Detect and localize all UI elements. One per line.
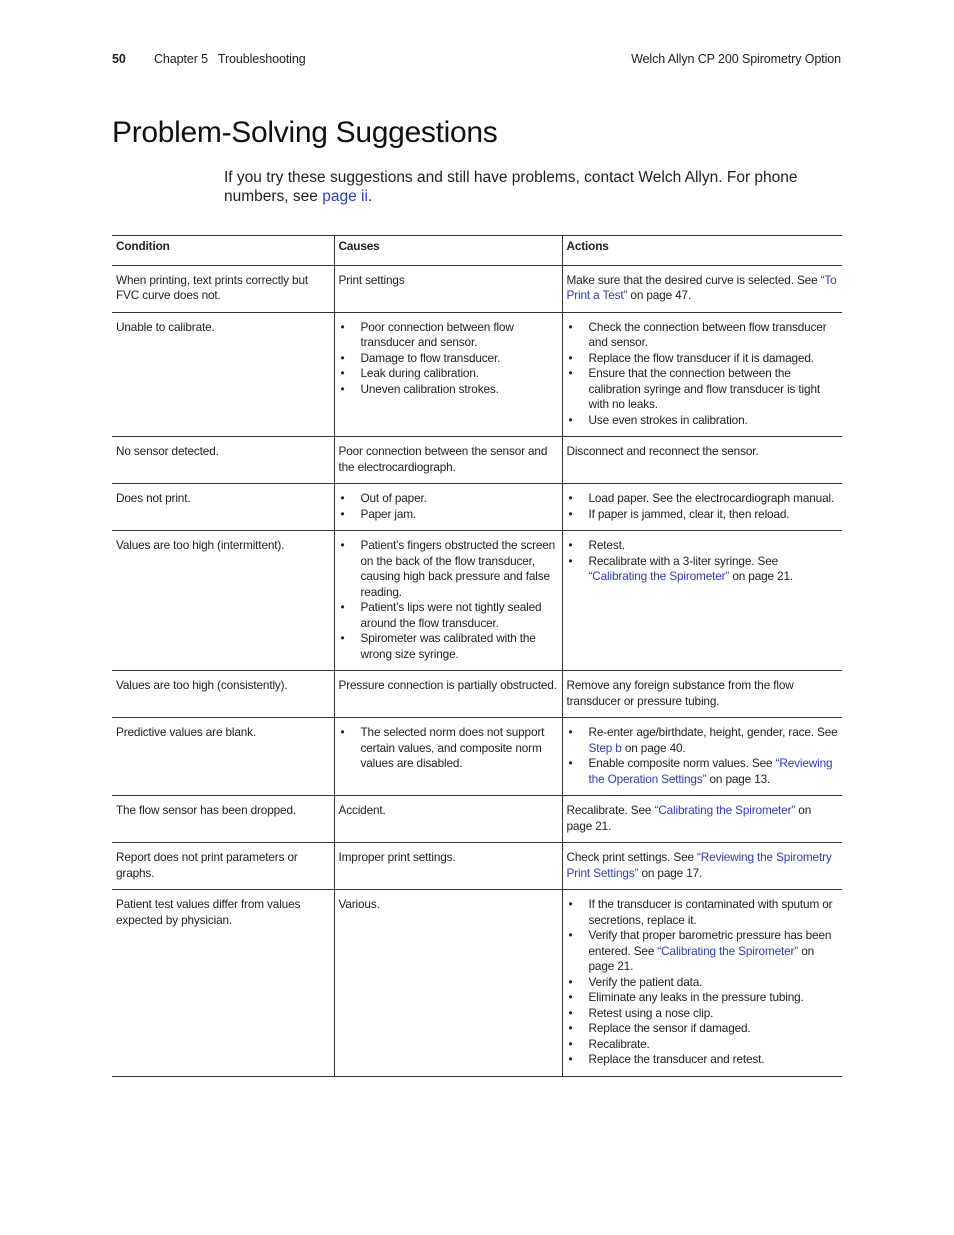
text-segment: on page 47. bbox=[627, 288, 692, 302]
text-segment: Paper jam. bbox=[360, 506, 417, 521]
bullet-item bbox=[567, 366, 839, 413]
bullet-item bbox=[339, 507, 558, 523]
condition-cell: Report does not print parameters or graphs. bbox=[116, 850, 298, 880]
table-row bbox=[112, 484, 842, 531]
text-segment: Retest. bbox=[588, 538, 625, 552]
cross-reference-link[interactable]: “Calibrating the Spirometer” bbox=[588, 569, 730, 583]
bullet-item bbox=[567, 897, 839, 928]
bullet-list bbox=[339, 538, 558, 662]
text-segment: Use even strokes in calibration. bbox=[588, 412, 748, 427]
text-segment: Damage to flow transducer. bbox=[360, 350, 501, 365]
bullet-list bbox=[567, 320, 839, 429]
bullet-item bbox=[567, 1052, 839, 1068]
cross-reference-link[interactable]: “Calibrating the Spirometer” bbox=[654, 803, 796, 817]
text-segment: Remove any foreign substance from the flow transducer or pressure tubing. bbox=[566, 678, 794, 708]
actions-cell bbox=[562, 718, 842, 796]
text-segment: Retest using a nose clip. bbox=[588, 1005, 714, 1020]
text-segment: Leak during calibration. bbox=[360, 366, 479, 380]
table-row bbox=[112, 796, 842, 843]
table-row bbox=[112, 312, 842, 437]
bullet-item bbox=[339, 631, 558, 662]
text-segment: Ensure that the connection between the calibration syringe and flow transducer is tight with no leaks. bbox=[588, 366, 820, 411]
table-row bbox=[112, 671, 842, 718]
text-segment: Make sure that the desired curve is selected. See bbox=[566, 272, 821, 287]
text-segment: Recalibrate. See bbox=[566, 803, 655, 817]
text-segment: Poor connection between flow transducer and sensor. bbox=[360, 319, 514, 349]
bullet-item bbox=[567, 928, 839, 975]
bullet-list bbox=[339, 725, 558, 772]
bullet-item bbox=[567, 990, 839, 1006]
causes-cell: Poor connection between the sensor and the electrocardiograph. bbox=[334, 437, 562, 484]
condition-cell: No sensor detected. bbox=[116, 444, 219, 458]
text-segment: Disconnect and reconnect the sensor. bbox=[566, 444, 759, 458]
chapter-label: Chapter 5 Troubleshooting bbox=[154, 52, 306, 66]
causes-cell: Pressure connection is partially obstructed. bbox=[334, 671, 562, 718]
bullet-item bbox=[567, 554, 839, 585]
actions-cell bbox=[562, 671, 842, 718]
table-row bbox=[112, 718, 842, 796]
text-segment: on page 13. bbox=[706, 771, 771, 786]
bullet-item bbox=[567, 725, 839, 756]
causes-cell: Print settings bbox=[334, 265, 562, 312]
text-segment: on page 21. bbox=[729, 569, 794, 583]
text-segment: on page 21. bbox=[588, 943, 815, 973]
text-segment: Re-enter age/birthdate, height, gender, race. See bbox=[588, 725, 838, 739]
bullet-list bbox=[567, 725, 839, 787]
cross-reference-link[interactable]: “Calibrating the Spirometer” bbox=[657, 943, 799, 958]
cross-reference-link[interactable]: Step b bbox=[588, 740, 622, 755]
text-segment: If paper is jammed, clear it, then reload. bbox=[588, 506, 790, 521]
condition-cell: The flow sensor has been dropped. bbox=[116, 803, 296, 817]
bullet-item bbox=[339, 351, 558, 367]
causes-cell: Various. bbox=[334, 890, 562, 1077]
text-segment: Check print settings. See bbox=[566, 850, 698, 864]
cross-reference-link[interactable]: “Reviewing the Spirometry Print Settings” bbox=[566, 850, 832, 880]
text-segment: Verify that proper barometric pressure has been entered. See bbox=[588, 928, 832, 958]
bullet-item bbox=[339, 725, 558, 772]
page-ii-link[interactable]: page ii bbox=[322, 188, 368, 205]
actions-cell bbox=[562, 437, 842, 484]
bullet-item bbox=[567, 351, 839, 367]
text-segment: Patient’s fingers obstructed the screen on the back of the flow transducer, causing high back pressure and false reading. bbox=[360, 538, 556, 599]
bullet-item bbox=[567, 538, 839, 554]
bullet-item bbox=[567, 1006, 839, 1022]
table-row bbox=[112, 437, 842, 484]
text-segment: Replace the transducer and retest. bbox=[588, 1052, 765, 1066]
bullet-item bbox=[339, 366, 558, 382]
text-segment: Verify the patient data. bbox=[588, 974, 703, 989]
header-condition: Condition bbox=[116, 239, 170, 253]
text-segment: If the transducer is contaminated with sputum or secretions, replace it. bbox=[588, 897, 833, 927]
text-segment: Check the connection between flow transducer and sensor. bbox=[588, 319, 827, 349]
table-row bbox=[112, 265, 842, 312]
bullet-list bbox=[567, 538, 839, 585]
condition-cell: Unable to calibrate. bbox=[116, 319, 215, 334]
text-segment: on page 21. bbox=[566, 803, 812, 833]
header-actions: Actions bbox=[562, 236, 842, 266]
bullet-item bbox=[339, 600, 558, 631]
bullet-item bbox=[339, 491, 558, 507]
actions-cell bbox=[562, 796, 842, 843]
text-segment: Enable composite norm values. See bbox=[588, 756, 776, 770]
page-number: 50 bbox=[112, 52, 126, 66]
document-title: Welch Allyn CP 200 Spirometry Option bbox=[631, 52, 841, 66]
header-causes: Causes bbox=[334, 236, 562, 266]
text-segment: Uneven calibration strokes. bbox=[360, 381, 499, 396]
bullet-list bbox=[339, 320, 558, 398]
condition-cell: Values are too high (intermittent). bbox=[116, 538, 285, 552]
page-title: Problem-Solving Suggestions bbox=[112, 116, 498, 149]
condition-cell: Values are too high (consistently). bbox=[116, 678, 288, 692]
text-segment: The selected norm does not support certain values, and composite norm values are disabled. bbox=[360, 725, 545, 770]
causes-cell bbox=[334, 531, 562, 671]
table-row bbox=[112, 890, 842, 1077]
actions-cell bbox=[562, 843, 842, 890]
table-header-row bbox=[112, 236, 842, 266]
causes-cell bbox=[334, 718, 562, 796]
text-segment: Load paper. See the electrocardiograph manual. bbox=[588, 491, 835, 505]
table-body bbox=[112, 265, 842, 1076]
cross-reference-link[interactable]: “Reviewing the Operation Settings” bbox=[588, 756, 833, 786]
causes-cell bbox=[334, 312, 562, 437]
text-segment: Out of paper. bbox=[360, 491, 427, 505]
bullet-item bbox=[567, 1037, 839, 1053]
causes-cell: Improper print settings. bbox=[334, 843, 562, 890]
actions-cell bbox=[562, 484, 842, 531]
table-row bbox=[112, 531, 842, 671]
bullet-item bbox=[567, 507, 839, 523]
intro-paragraph bbox=[224, 168, 824, 206]
table-row bbox=[112, 843, 842, 890]
actions-cell bbox=[562, 265, 842, 312]
bullet-item bbox=[567, 413, 839, 429]
bullet-item bbox=[339, 382, 558, 398]
actions-cell bbox=[562, 890, 842, 1077]
bullet-item bbox=[567, 975, 839, 991]
cross-reference-link[interactable]: “To Print a Test” bbox=[566, 272, 837, 302]
actions-cell bbox=[562, 531, 842, 671]
condition-cell: Predictive values are blank. bbox=[116, 725, 257, 739]
text-segment: on page 17. bbox=[638, 865, 703, 880]
bullet-item bbox=[567, 756, 839, 787]
text-segment: Replace the sensor if damaged. bbox=[588, 1021, 751, 1035]
text-segment: Patient’s lips were not tightly sealed around the flow transducer. bbox=[360, 600, 542, 630]
condition-cell: Patient test values differ from values expected by physician. bbox=[116, 897, 301, 927]
text-segment: Recalibrate with a 3-liter syringe. See bbox=[588, 553, 779, 568]
bullet-item bbox=[567, 1021, 839, 1037]
text-segment: Eliminate any leaks in the pressure tubing. bbox=[588, 990, 804, 1004]
text-segment: Spirometer was calibrated with the wrong size syringe. bbox=[360, 631, 536, 661]
text-segment: on page 40. bbox=[621, 740, 686, 755]
causes-cell bbox=[334, 484, 562, 531]
bullet-item bbox=[339, 538, 558, 600]
problem-solving-table bbox=[112, 235, 842, 1077]
causes-cell: Accident. bbox=[334, 796, 562, 843]
bullet-list bbox=[567, 897, 839, 1068]
text-segment: Recalibrate. bbox=[588, 1036, 650, 1051]
text-segment: Replace the flow transducer if it is damaged. bbox=[588, 350, 814, 365]
bullet-item bbox=[339, 320, 558, 351]
condition-cell: Does not print. bbox=[116, 491, 191, 505]
bullet-item bbox=[567, 491, 839, 507]
bullet-list bbox=[339, 491, 558, 522]
bullet-item bbox=[567, 320, 839, 351]
intro-text: If you try these suggestions and still have problems, contact Welch Allyn. For phone numbers, see bbox=[224, 169, 798, 205]
actions-cell bbox=[562, 312, 842, 437]
intro-text-end: . bbox=[367, 188, 373, 205]
condition-cell: When printing, text prints correctly but FVC curve does not. bbox=[116, 272, 309, 302]
bullet-list bbox=[567, 491, 839, 522]
